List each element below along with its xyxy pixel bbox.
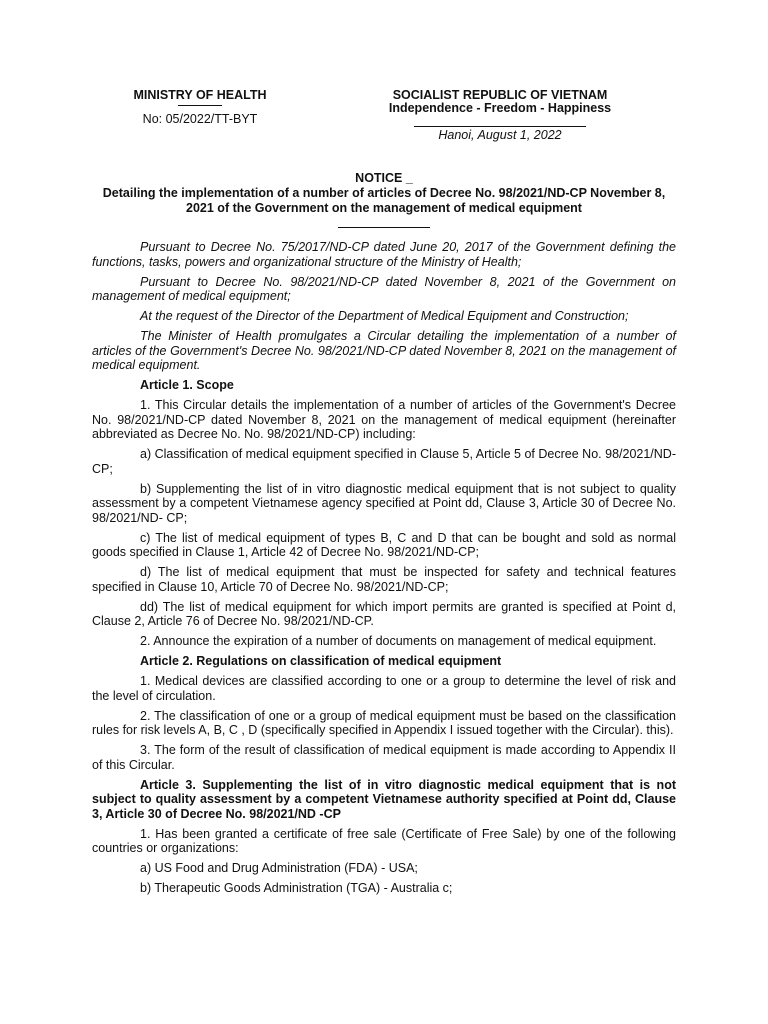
motto-underline (414, 126, 586, 127)
article-1-paragraph: dd) The list of medical equipment for which import permits are granted is specified at Point d, Clause 2, Article 76 of Decree No. 98/2021/ND-CP. (92, 599, 676, 628)
article-2-paragraph: 2. The classification of one or a group of medical equipment must be based on the classification rules for risk levels A, B, C , D (specifically specified in Appendix I issued together with the Circular). this). (92, 708, 676, 737)
preamble-paragraph: At the request of the Director of the Department of Medical Equipment and Construction; (140, 309, 629, 323)
article-1-paragraph: 2. Announce the expiration of a number of documents on management of medical equipment. (140, 634, 657, 648)
article-3-paragraph: b) Therapeutic Goods Administration (TGA) - Australia c; (140, 881, 453, 895)
national-motto: Independence - Freedom - Happiness (388, 101, 612, 115)
preamble-paragraph: Pursuant to Decree No. 98/2021/ND-CP dated November 8, 2021 of the Government on management of medical equipment; (92, 274, 676, 303)
article-1-heading: Article 1. Scope (140, 378, 234, 392)
preamble-paragraph: Pursuant to Decree No. 75/2017/ND-CP dated June 20, 2017 of the Government defining the functions, tasks, powers and organizational structure of the Ministry of Health; (92, 240, 676, 269)
document-number: No: 05/2022/TT-BYT (142, 112, 258, 126)
national-block (370, 88, 630, 142)
article-1-paragraph: a) Classification of medical equipment specified in Clause 5, Article 5 of Decree No. 98/2021/ND-CP; (92, 447, 676, 476)
document-title (90, 171, 678, 228)
ministry-underline (178, 105, 222, 106)
ministry-name: MINISTRY OF HEALTH (133, 88, 267, 102)
article-3-paragraph: a) US Food and Drug Administration (FDA) - USA; (140, 861, 418, 875)
article-3-heading: Article 3. Supplementing the list of in vitro diagnostic medical equipment that is not subject to quality assessment by a competent Vietnamese authority specified at Point dd, Clause 3, Article 30 of Decree No. 98/2021/ND -CP (92, 777, 676, 821)
article-3-paragraph: 1. Has been granted a certificate of free sale (Certificate of Free Sale) by one of the following countries or organizations: (92, 826, 676, 855)
title-heading: NOTICE _ (355, 171, 413, 185)
article-1-paragraph: c) The list of medical equipment of types B, C and D that can be bought and sold as normal goods specified in Clause 1, Article 42 of Decree No. 98/2021/ND-CP; (92, 530, 676, 559)
article-1-paragraph: b) Supplementing the list of in vitro diagnostic medical equipment that is not subject to quality assessment by a competent Vietnamese agency specified at Point dd, Clause 3, Article 30 of Decree No. 98/2021/ND- CP; (92, 481, 676, 525)
document-body (92, 240, 676, 901)
article-2-heading: Article 2. Regulations on classification of medical equipment (140, 654, 502, 668)
issuer-block (110, 88, 290, 126)
article-2-paragraph: 3. The form of the result of classification of medical equipment is made according to Appendix II of this Circular. (92, 743, 676, 772)
article-2-paragraph: 1. Medical devices are classified according to one or a group to determine the level of risk and the level of circulation. (92, 674, 676, 703)
issue-date: Hanoi, August 1, 2022 (438, 128, 562, 142)
preamble-paragraph: The Minister of Health promulgates a Circular detailing the implementation of a number of articles of the Government's Decree No. 98/2021/ND-CP dated November 8, 2021 on the management of medical equipment. (92, 329, 676, 372)
article-1-paragraph: 1. This Circular details the implementation of a number of articles of the Government's Decree No. 98/2021/ND-CP dated November 8, 2021 on the management of medical equipment (hereinafter abbreviated as Decree No. No. 98/2021/ND-CP) including: (92, 398, 676, 441)
country-name: SOCIALIST REPUBLIC OF VIETNAM (392, 88, 608, 102)
article-1-paragraph: d) The list of medical equipment that must be inspected for safety and technical features specified in Clause 10, Article 70 of Decree No. 98/2021/ND-CP; (92, 565, 676, 594)
title-underline (338, 227, 430, 228)
title-subtitle: Detailing the implementation of a number of articles of Decree No. 98/2021/ND-CP November 8, 2021 of the Government on the management of medical equipment (102, 186, 666, 215)
